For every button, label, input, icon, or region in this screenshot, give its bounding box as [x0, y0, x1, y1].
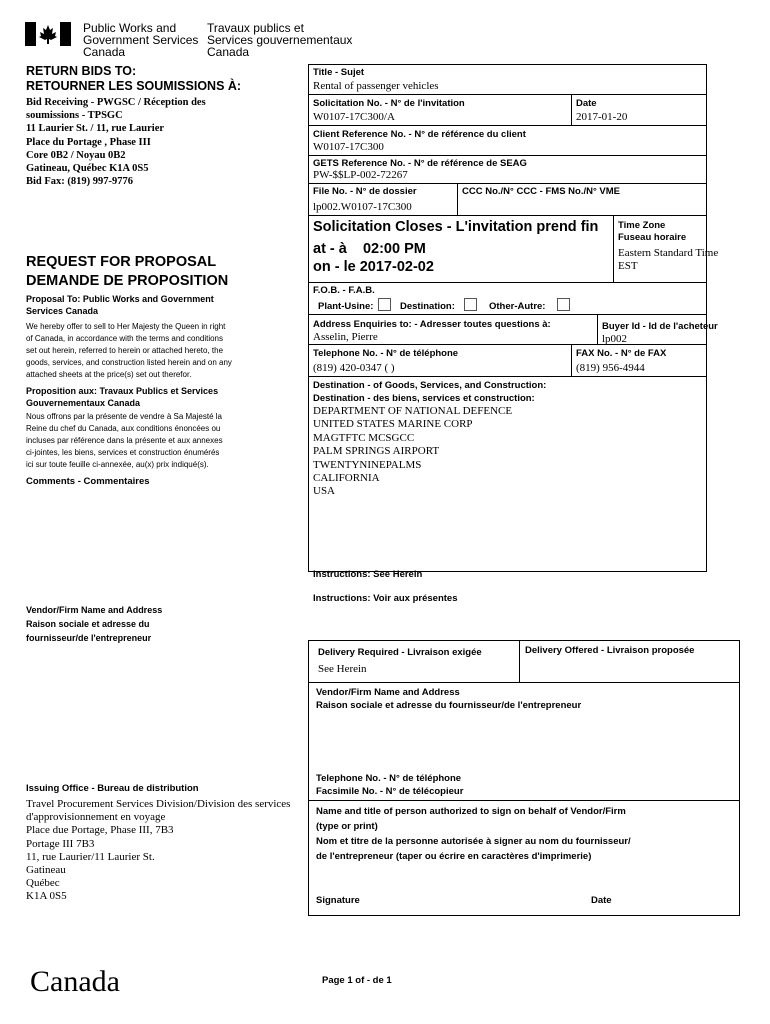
destination-goods-value: DEPARTMENT OF NATIONAL DEFENCE UNITED STATES MARINE CORP MAGTFTC MCSGCC PALM SPRINGS AIRPORT TWENTYNINEPALMS CALIFORNIA USA [313, 405, 513, 498]
vendor-firm-label[interactable]: Vendor/Firm Name and Address Raison sociale et adresse du fournisseur/de l'entrepreneur [316, 687, 582, 711]
other-checkbox[interactable] [557, 298, 570, 311]
solicitation-closes-label: Solicitation Closes - L'invitation prend fin [313, 219, 599, 235]
file-value: lp002.W0107-17C300 [313, 201, 412, 213]
telephone-label: Telephone No. - N° de téléphone [313, 348, 459, 359]
delivery-required-value: See Herein [318, 663, 367, 675]
solicitation-label: Solicitation No. - N° de l'invitation [313, 98, 465, 109]
fob-label: F.O.B. - F.A.B. [313, 285, 375, 296]
buyer-id-label: Buyer Id - Id de l'acheteur [602, 321, 718, 332]
time-zone-label: Time Zone Fuseau horaire [618, 220, 687, 243]
vendor-firm-label-left: Vendor/Firm Name and Address Raison sociale et adresse du fournisseur/de l'entrepreneur [26, 605, 163, 643]
proposal-to-fr: Proposition aux: Travaux Publics et Services Gouvernementaux Canada [26, 386, 219, 408]
client-ref-value: W0107-17C300 [313, 141, 384, 153]
canada-flag-logo [25, 22, 71, 46]
other-label: Other-Autre: [489, 301, 546, 312]
title-label: Title - Sujet [313, 67, 365, 78]
proposal-to-en: Proposal To: Public Works and Government Services Canada [26, 294, 214, 316]
title-value: Rental of passenger vehicles [313, 80, 439, 92]
closes-date-row: on - le 2017-02-02 [313, 259, 434, 275]
destination-goods-label: Destination - of Goods, Services, and Construction: Destination - des biens, services et construction: [313, 380, 547, 404]
vendor-tel-fax-label[interactable]: Telephone No. - N° de téléphone Facsimile No. - N° de télécopieur [316, 773, 464, 797]
destination-fob-label: Destination: [400, 301, 455, 312]
date-label: Date [576, 98, 597, 109]
ccc-label: CCC No./N° CCC - FMS No./N° VME [462, 186, 621, 197]
delivery-required-label: Delivery Required - Livraison exigée [318, 647, 482, 658]
page-number: Page 1 of - de 1 [322, 975, 392, 986]
request-title: REQUEST FOR PROPOSAL DEMANDE DE PROPOSITION [26, 254, 229, 289]
instructions-en: Instructions: See Herein [313, 569, 423, 580]
issuing-office-label: Issuing Office - Bureau de distribution [26, 783, 199, 794]
date-value: 2017-01-20 [576, 111, 628, 123]
time-zone-value: Eastern Standard Time EST [618, 247, 719, 272]
comments-label: Comments - Commentaires [26, 476, 150, 487]
return-bids-address: Bid Receiving - PWGSC / Réception des soumissions - TPSGC 11 Laurier St. / 11, rue Laurier Place du Portage , Phase III Core 0B2 / Noyau 0B2 Gatineau, Québec K1A 0S5 Bid Fax: (819) 997-9776 [26, 97, 206, 188]
closes-date: 2017-02-02 [359, 259, 434, 275]
plant-checkbox[interactable] [378, 298, 391, 311]
client-ref-label: Client Reference No. - N° de référence du client [313, 129, 526, 140]
address-enquiries-label: Address Enquiries to: - Adresser toutes questions à: [313, 319, 551, 330]
closes-time-row: at - à 02:00 PM [313, 241, 426, 257]
solicitation-value: W0107-17C300/A [313, 111, 395, 123]
buyer-id-value: lp002 [602, 333, 628, 345]
signature-date-label[interactable]: Date [591, 895, 612, 906]
proposal-body-fr: Nous offrons par la présente de vendre à Sa Majesté la Reine du chef du Canada, aux conditions énoncées ou incluses par référence dans la présente et aux annexes ci-jointes, les biens, services et construction énumérés ici sur toute feuille ci-annexée, au(x) prix indiqué(s). [26, 412, 223, 469]
delivery-offered-label[interactable]: Delivery Offered - Livraison proposée [525, 645, 695, 656]
closes-time: 02:00 PM [362, 241, 426, 257]
destination-checkbox[interactable] [464, 298, 477, 311]
fax-value: (819) 956-4944 [576, 362, 645, 374]
fax-label: FAX No. - N° de FAX [576, 348, 667, 359]
canada-wordmark: Canada [30, 965, 120, 998]
issuing-office-address: Travel Procurement Services Division/Division des services d'approvisionnement en voyage Place due Portage, Phase III, 7B3 Portage III 7B3 11, rue Laurier/11 Laurier St. Gatineau Québec K1A 0S5 [26, 798, 291, 903]
telephone-value: (819) 420-0347 ( ) [313, 362, 395, 374]
instructions-fr: Instructions: Voir aux présentes [313, 593, 458, 604]
signature-label[interactable]: Signature [316, 895, 360, 906]
proposal-body-en: We hereby offer to sell to Her Majesty the Queen in right of Canada, in accordance with the terms and conditions set out herein, referred to herein or attached hereto, the goods, services, and construction listed herein and on any attached sheets at the price(s) set out therefor. [26, 322, 232, 379]
address-enquiries-value: Asselin, Pierre [313, 331, 378, 343]
gets-value: PW-$$LP-002-72267 [313, 169, 408, 181]
gets-label: GETS Reference No. - N° de référence de SEAG [313, 158, 527, 169]
plant-label: Plant-Usine: [318, 301, 374, 312]
return-bids-title: RETURN BIDS TO: RETOURNER LES SOUMISSIONS À: [26, 64, 242, 93]
file-label: File No. - N° de dossier [313, 186, 417, 197]
department-name-en: Public Works and Government Services Canada [83, 21, 199, 59]
authorized-person-label[interactable]: Name and title of person authorized to sign on behalf of Vendor/Firm (type or print) Nom et titre de la personne autorisée à signer au nom du fournisseur/ de l'entrepreneur (taper ou écrire en caractères d'imprimerie) [316, 806, 631, 862]
department-name-fr: Travaux publics et Services gouvernementaux Canada [207, 21, 353, 59]
